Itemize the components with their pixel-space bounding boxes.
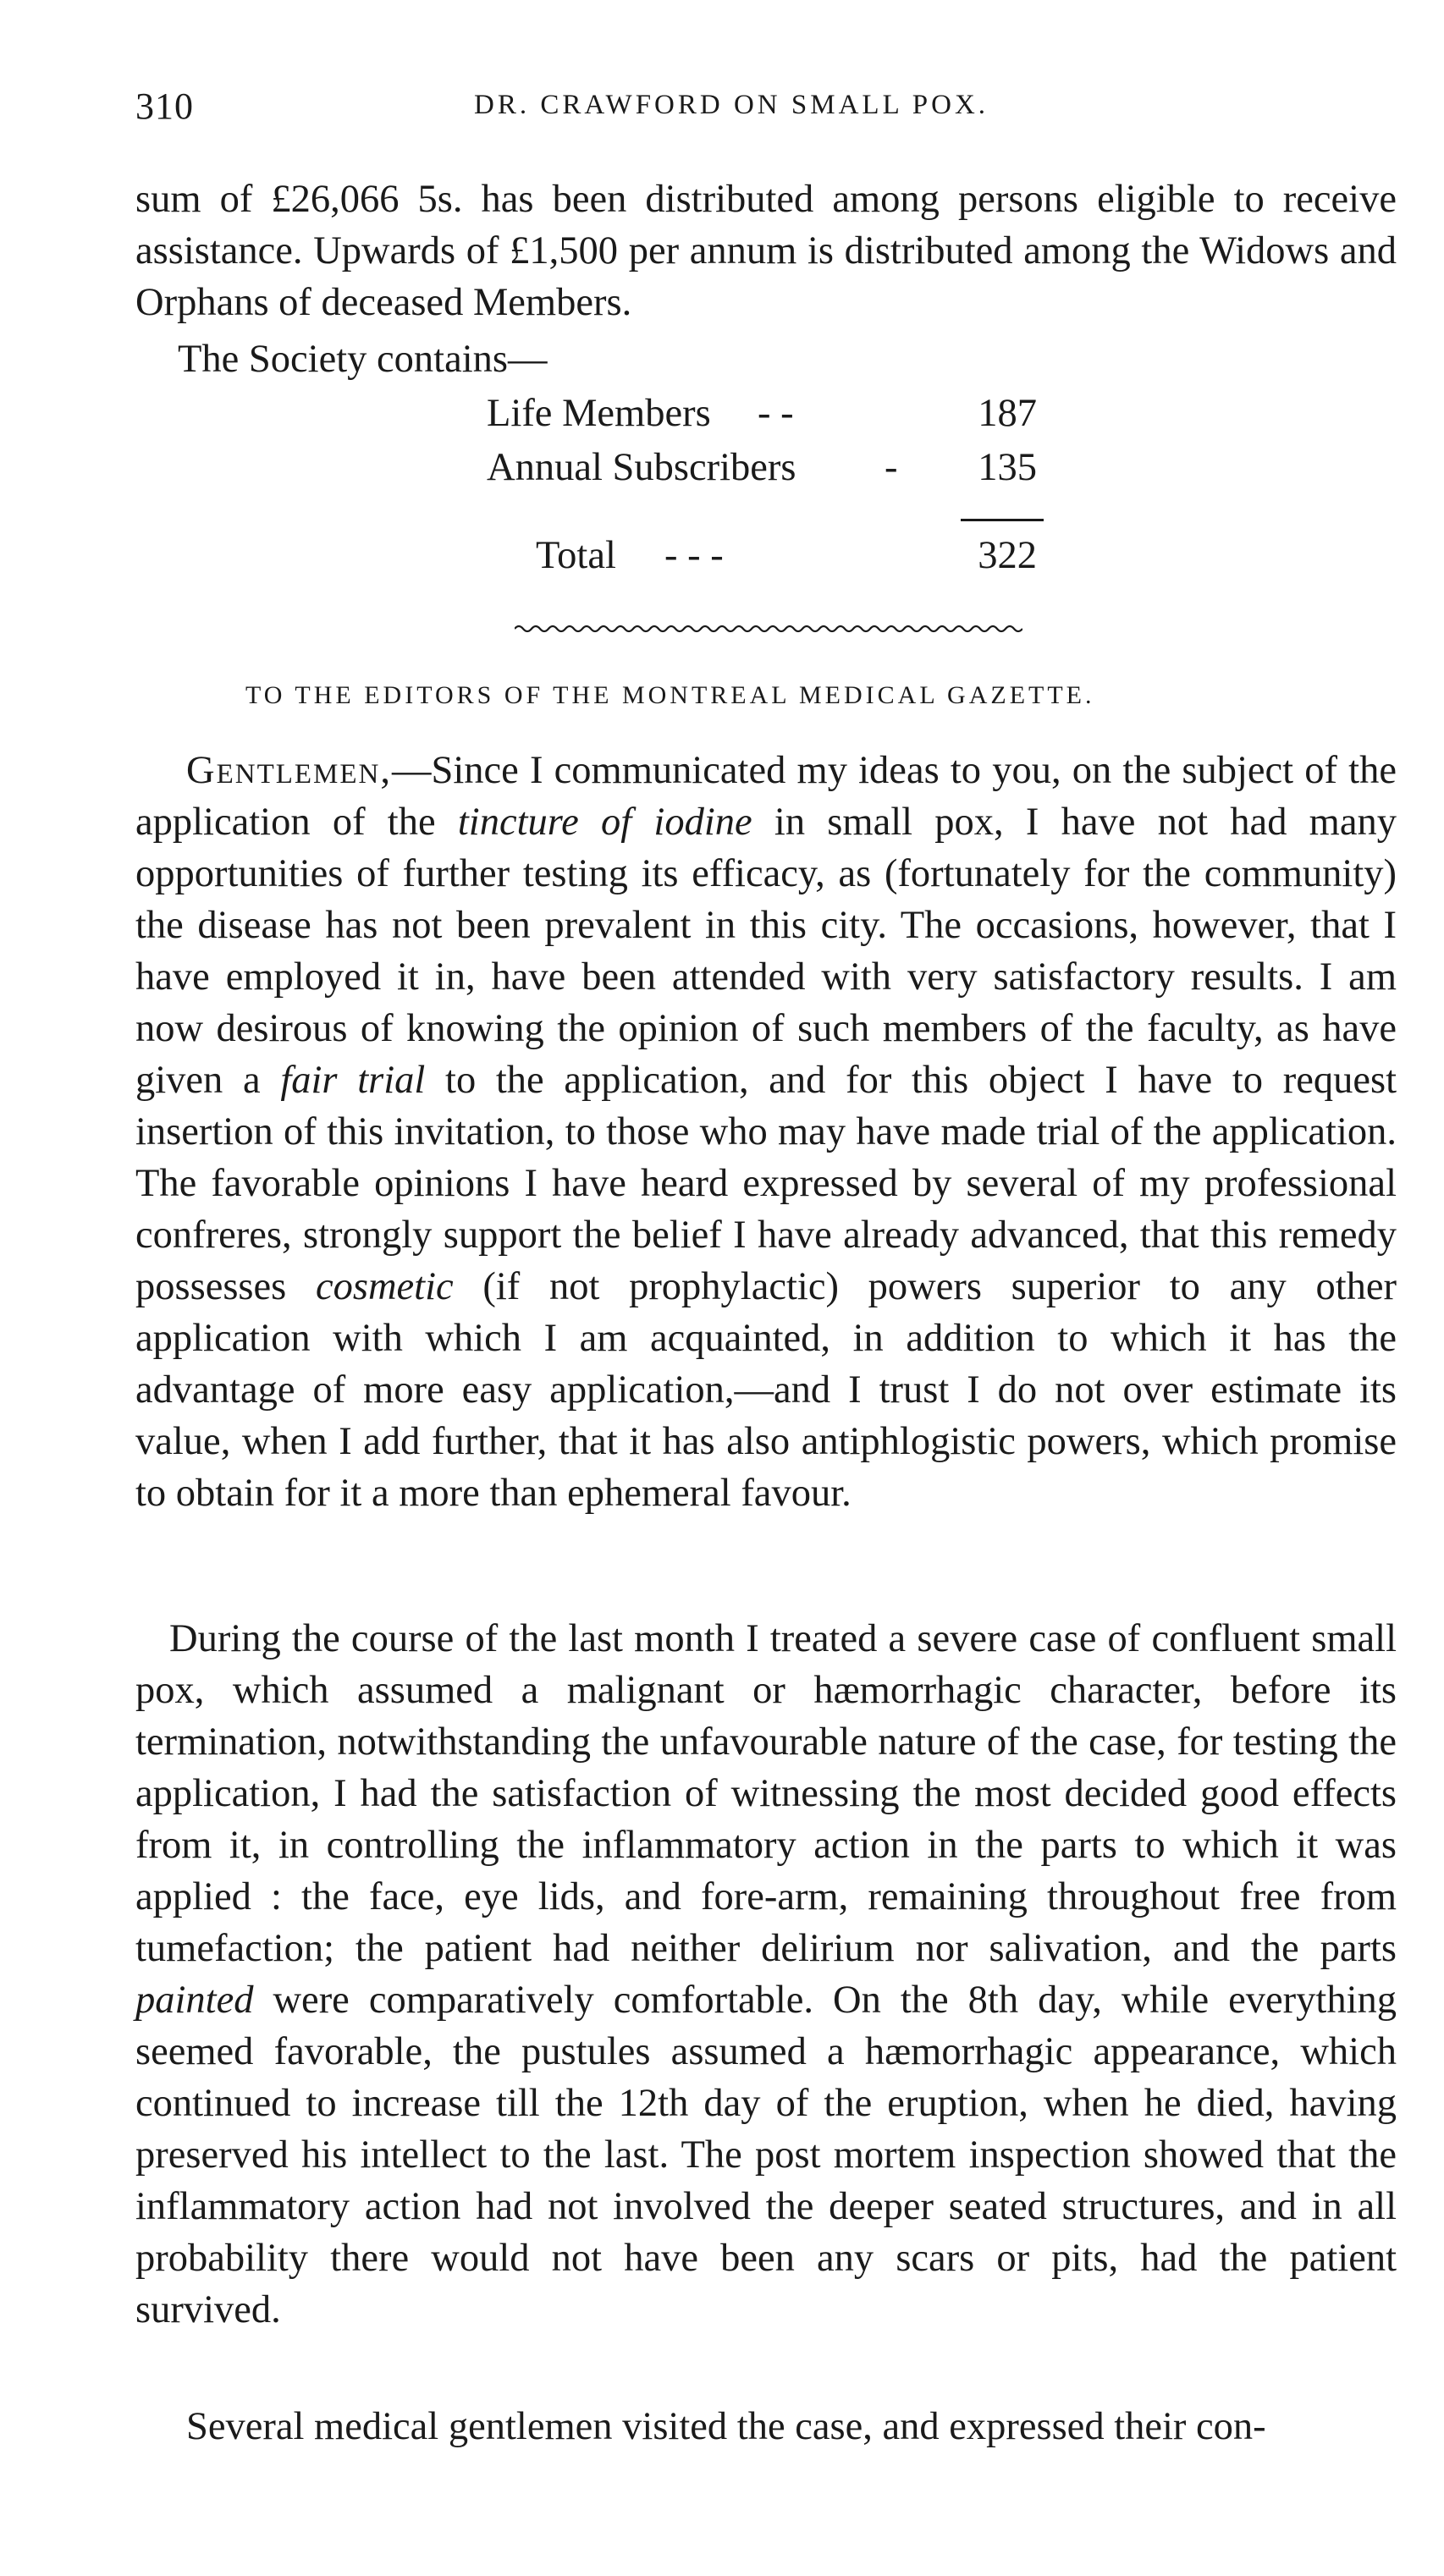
letter-paragraph-1 <box>135 745 1397 1519</box>
table-row <box>487 442 1062 493</box>
row-label: Annual Subscribers <box>487 446 796 489</box>
total-label: Total <box>536 534 616 577</box>
salutation: Gentlemen, <box>186 749 392 792</box>
sum-rule <box>961 519 1044 521</box>
section-divider <box>515 622 1022 636</box>
text-run: in small pox, I have not had many opportunities of further testing its efficacy, as (fortunately for the community) the disease has not been prevalent in this city. The occasions, however, that I have employed it in, have been attended with very satisfactory results. I am now desirous of knowing the opinion of such members of the faculty, as have given a <box>135 801 1397 1102</box>
emphasis-fair-trial: fair trial <box>280 1059 426 1102</box>
emphasis-tincture: tincture of iodine <box>457 801 752 844</box>
row-value: 187 <box>978 392 1037 435</box>
letter-paragraph-2 <box>135 1613 1397 2336</box>
text-run: to the application, and for this object I have to request insertion of this invitation, to those who may have made trial of the application. The favorable opinions I have heard expressed by several of my professional confreres, strongly support the belief I have already advanced, that this remedy possesses <box>135 1059 1397 1308</box>
letter-paragraph-3: Several medical gentlemen visited the case, and expressed their con- <box>186 2405 1266 2448</box>
total-row <box>487 530 1062 581</box>
total-leader: - - - <box>664 534 724 577</box>
row-label: Life Members <box>487 392 711 435</box>
running-head: DR. CRAWFORD ON SMALL POX. <box>474 90 989 120</box>
total-value: 322 <box>978 534 1037 577</box>
emphasis-cosmetic: cosmetic <box>315 1265 454 1308</box>
letter-heading: TO THE EDITORS OF THE MONTREAL MEDICAL GAZETTE. <box>245 681 1095 709</box>
table-row <box>487 388 1062 439</box>
text-run: —Since I communicated my ideas to you, on the subject of the application of the <box>135 749 1397 844</box>
text-run: (if not prophylactic) powers superior to any other application with which I am acquainted, in addition to which it has the advantage of more easy application,—and I trust I do not over estimate its value, when I add further, that it has also antiphlogistic powers, which promise to obtain for it a more than ephemeral favour. <box>135 1265 1397 1515</box>
text-run: were comparatively comfortable. On the 8th day, while everything seemed favorable, the pustules assumed a hæmorrhagic appearance, which continued to increase till the 12th day of the eruption, when he died, having preserved his intellect to the last. The post mortem inspection showed that the inflammatory action had not involved the deeper seated structures, and in all probability there would not have been any scars or pits, had the patient survived. <box>135 1979 1397 2331</box>
paragraph-distribution: sum of £26,066 5s. has been distributed among persons eligible to receive assistance. Upwards of £1,500 per annum is distributed among the Widows and Orphans of deceased Members. <box>135 178 1397 324</box>
text-run: During the course of the last month I treated a severe case of confluent small pox, which assumed a malignant or hæmorrhagic character, before its termination, notwithstanding the unfavourable nature of the case, for testing the application, I had the satisfaction of witnessing the most decided good effects from it, in controlling the inflammatory action in the parts to which it was applied : the face, eye lids, and fore-arm, remaining throughout free from tumefaction; the patient had neither delirium nor salivation, and the parts <box>135 1617 1397 1970</box>
society-intro: The Society contains— <box>178 338 548 381</box>
page-header <box>135 85 1320 144</box>
row-value: 135 <box>978 446 1037 489</box>
page-number: 310 <box>135 85 194 127</box>
row-leader: - - <box>758 392 794 435</box>
row-leader: - <box>885 446 898 489</box>
emphasis-painted: painted <box>135 1979 254 2022</box>
